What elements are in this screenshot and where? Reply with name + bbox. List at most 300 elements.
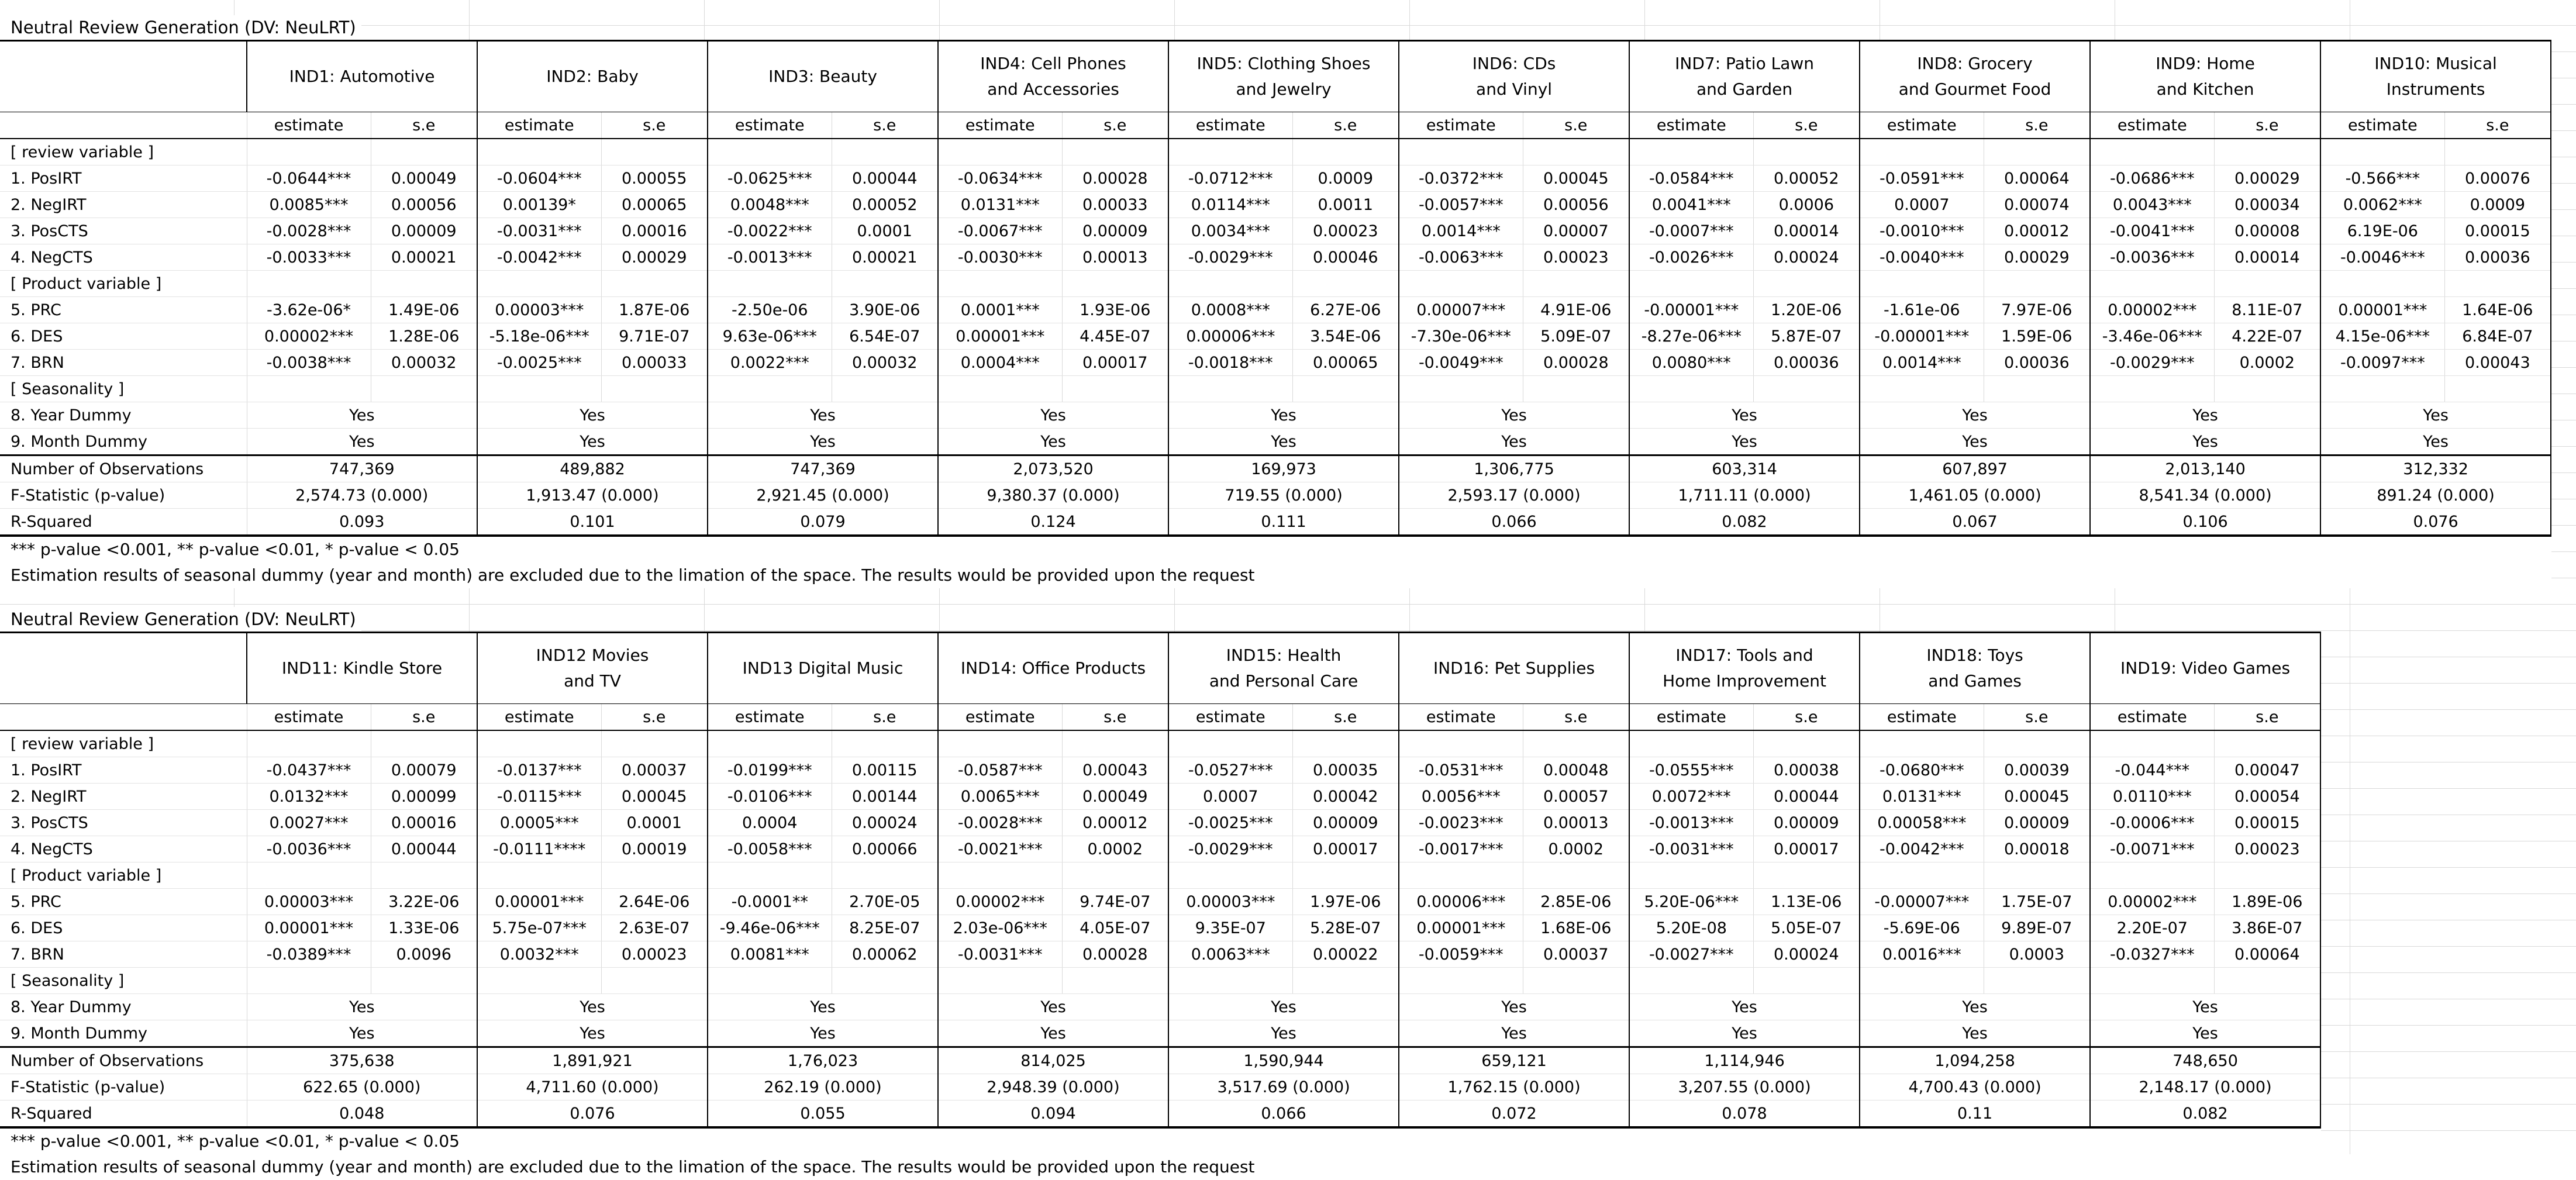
- estimate-cell: -0.0031***: [938, 941, 1062, 968]
- estimate-cell: -0.0625***: [708, 165, 832, 192]
- se-cell: 0.00016: [371, 810, 477, 836]
- estimate-cell: -1.61e-06: [1860, 297, 1984, 323]
- row-label: 3. PosCTS: [0, 810, 247, 836]
- se-cell: 0.0002: [2214, 350, 2320, 376]
- se-header: s.e: [601, 704, 708, 731]
- estimate-cell: 0.00002***: [938, 889, 1062, 915]
- se-header: s.e: [1753, 704, 1860, 731]
- se-cell: 0.00055: [601, 165, 708, 192]
- se-cell: 0.00032: [371, 350, 477, 376]
- empty-cell: [247, 968, 371, 994]
- empty-cell: [2214, 271, 2320, 297]
- estimate-cell: -0.0033***: [247, 244, 371, 271]
- empty-cell: [1399, 139, 1523, 165]
- summary-cell: Yes: [2090, 994, 2320, 1020]
- section-industries-1-10: [0, 15, 2551, 588]
- estimate-header: estimate: [247, 704, 371, 731]
- estimate-cell: -0.0587***: [938, 757, 1062, 784]
- se-cell: 0.00028: [1523, 350, 1629, 376]
- se-cell: 0.00115: [832, 757, 938, 784]
- se-cell: 1.49E-06: [371, 297, 477, 323]
- row-label: 8. Year Dummy: [0, 994, 247, 1020]
- estimate-cell: 0.00001***: [938, 323, 1062, 350]
- estimate-cell: -0.0057***: [1399, 192, 1523, 218]
- empty-cell: [247, 376, 371, 402]
- summary-cell: 0.066: [1168, 1100, 1399, 1128]
- estimate-cell: -0.0327***: [2090, 941, 2214, 968]
- se-cell: 0.00035: [1292, 757, 1399, 784]
- se-cell: 0.00037: [601, 757, 708, 784]
- summary-cell: 1,76,023: [708, 1047, 938, 1074]
- se-cell: 0.00047: [2214, 757, 2320, 784]
- empty-cell: [601, 376, 708, 402]
- summary-cell: 0.106: [2090, 509, 2320, 536]
- se-cell: 0.00009: [1984, 810, 2090, 836]
- se-cell: 8.11E-07: [2214, 297, 2320, 323]
- estimate-se-row: [0, 704, 2320, 731]
- industry-header-row: [0, 633, 2320, 704]
- se-cell: 1.13E-06: [1753, 889, 1860, 915]
- estimate-cell: -0.0027***: [1629, 941, 1753, 968]
- estimate-cell: 0.00001***: [1399, 915, 1523, 941]
- row-label: 3. PosCTS: [0, 218, 247, 244]
- section-industries-11-19: [0, 607, 2321, 1180]
- estimate-cell: -5.69E-06: [1860, 915, 1984, 941]
- variable-row: [0, 192, 2551, 218]
- summary-cell: 0.093: [247, 509, 477, 536]
- empty-cell: [2090, 139, 2214, 165]
- se-header: s.e: [371, 704, 477, 731]
- se-cell: 1.89E-06: [2214, 889, 2320, 915]
- row-label: 4. NegCTS: [0, 244, 247, 271]
- estimate-cell: -0.0028***: [938, 810, 1062, 836]
- estimate-cell: -0.0059***: [1399, 941, 1523, 968]
- empty-cell: [2444, 376, 2551, 402]
- summary-cell: 1,913.47 (0.000): [477, 482, 708, 509]
- empty-cell: [2320, 376, 2444, 402]
- se-cell: 0.00036: [2444, 244, 2551, 271]
- empty-cell: [1062, 139, 1168, 165]
- se-header: s.e: [1753, 112, 1860, 139]
- group-row: [0, 862, 2320, 889]
- summary-cell: Yes: [2090, 429, 2320, 456]
- estimate-cell: -0.0007***: [1629, 218, 1753, 244]
- se-cell: 0.00029: [2214, 165, 2320, 192]
- industry-header: IND19: Video Games: [2090, 633, 2320, 704]
- estimate-header: estimate: [1168, 112, 1292, 139]
- se-cell: 0.00013: [1062, 244, 1168, 271]
- empty-cell: [601, 730, 708, 757]
- se-cell: 0.00057: [1523, 784, 1629, 810]
- estimate-cell: -0.0013***: [1629, 810, 1753, 836]
- se-cell: 9.89E-07: [1984, 915, 2090, 941]
- estimate-cell: 0.0041***: [1629, 192, 1753, 218]
- summary-cell: Yes: [2320, 402, 2551, 429]
- estimate-cell: 0.0005***: [477, 810, 601, 836]
- empty-cell: [247, 730, 371, 757]
- summary-cell: 8,541.34 (0.000): [2090, 482, 2320, 509]
- estimate-cell: 0.00006***: [1399, 889, 1523, 915]
- estimate-cell: -0.0527***: [1168, 757, 1292, 784]
- empty-cell: [1860, 730, 1984, 757]
- industry-header: IND17: Tools and Home Improvement: [1629, 633, 1860, 704]
- se-cell: 0.00048: [1523, 757, 1629, 784]
- row-label: Number of Observations: [0, 1047, 247, 1074]
- estimate-cell: 0.0027***: [247, 810, 371, 836]
- empty-cell: [1629, 968, 1753, 994]
- empty-cell: [371, 968, 477, 994]
- summary-cell: Yes: [1629, 429, 1860, 456]
- variable-row: [0, 889, 2320, 915]
- se-cell: 0.0002: [1523, 836, 1629, 862]
- empty-cell: [708, 730, 832, 757]
- empty-cell: [2444, 139, 2551, 165]
- se-cell: 4.22E-07: [2214, 323, 2320, 350]
- regression-table: [0, 40, 2551, 537]
- se-cell: 0.00037: [1523, 941, 1629, 968]
- estimate-cell: 0.00003***: [1168, 889, 1292, 915]
- summary-cell: 747,369: [708, 456, 938, 482]
- se-cell: 0.00045: [1523, 165, 1629, 192]
- estimate-cell: -0.0063***: [1399, 244, 1523, 271]
- empty-cell: [938, 139, 1062, 165]
- empty-cell: [832, 862, 938, 889]
- empty-cell: [1399, 376, 1523, 402]
- se-cell: 0.00009: [1292, 810, 1399, 836]
- se-cell: 0.00044: [1753, 784, 1860, 810]
- estimate-cell: -0.0029***: [2090, 350, 2214, 376]
- empty-cell: [1062, 968, 1168, 994]
- subheader-corner: [0, 704, 247, 731]
- se-cell: 0.00045: [1984, 784, 2090, 810]
- empty-cell: [1062, 376, 1168, 402]
- summary-cell: Yes: [938, 429, 1168, 456]
- estimate-cell: 0.00002***: [2090, 889, 2214, 915]
- row-label: 1. PosIRT: [0, 165, 247, 192]
- summary-cell: 603,314: [1629, 456, 1860, 482]
- estimate-cell: -0.0010***: [1860, 218, 1984, 244]
- se-cell: 0.00066: [832, 836, 938, 862]
- group-label: [ Seasonality ]: [0, 376, 247, 402]
- summary-cell: 169,973: [1168, 456, 1399, 482]
- empty-cell: [2214, 376, 2320, 402]
- empty-cell: [1523, 730, 1629, 757]
- estimate-header: estimate: [938, 704, 1062, 731]
- se-cell: 1.87E-06: [601, 297, 708, 323]
- variable-row: [0, 941, 2320, 968]
- se-cell: 3.90E-06: [832, 297, 938, 323]
- empty-cell: [601, 271, 708, 297]
- se-cell: 3.86E-07: [2214, 915, 2320, 941]
- summary-cell: 1,461.05 (0.000): [1860, 482, 2090, 509]
- estimate-cell: 0.00139*: [477, 192, 601, 218]
- estimate-cell: 5.75e-07***: [477, 915, 601, 941]
- empty-cell: [477, 862, 601, 889]
- summary-cell: Yes: [1399, 429, 1629, 456]
- summary-cell: Yes: [1629, 994, 1860, 1020]
- se-cell: 3.54E-06: [1292, 323, 1399, 350]
- estimate-header: estimate: [1860, 704, 1984, 731]
- summary-cell: Yes: [938, 1020, 1168, 1047]
- empty-cell: [1399, 968, 1523, 994]
- se-cell: 0.00009: [1062, 218, 1168, 244]
- summary-cell: 719.55 (0.000): [1168, 482, 1399, 509]
- empty-cell: [477, 376, 601, 402]
- variable-row: [0, 323, 2551, 350]
- empty-cell: [1168, 271, 1292, 297]
- summary-cell: 622.65 (0.000): [247, 1074, 477, 1100]
- empty-cell: [477, 730, 601, 757]
- se-cell: 1.28E-06: [371, 323, 477, 350]
- estimate-cell: 0.0062***: [2320, 192, 2444, 218]
- estimate-cell: 0.0065***: [938, 784, 1062, 810]
- empty-cell: [938, 968, 1062, 994]
- estimate-cell: 0.0004***: [938, 350, 1062, 376]
- se-cell: 0.00033: [601, 350, 708, 376]
- variable-row: [0, 165, 2551, 192]
- industry-header: IND10: Musical Instruments: [2320, 41, 2551, 112]
- empty-cell: [247, 139, 371, 165]
- se-cell: 0.00074: [1984, 192, 2090, 218]
- summary-cell: Yes: [708, 1020, 938, 1047]
- se-cell: 5.87E-07: [1753, 323, 1860, 350]
- regression-table: [0, 632, 2321, 1129]
- empty-cell: [1168, 139, 1292, 165]
- empty-cell: [1062, 862, 1168, 889]
- estimate-cell: -0.0018***: [1168, 350, 1292, 376]
- empty-cell: [2320, 271, 2444, 297]
- se-cell: 0.00012: [1062, 810, 1168, 836]
- se-cell: 0.0011: [1292, 192, 1399, 218]
- se-cell: 0.00065: [1292, 350, 1399, 376]
- empty-cell: [2444, 271, 2551, 297]
- summary-cell: Yes: [1629, 402, 1860, 429]
- summary-cell: Yes: [1860, 402, 2090, 429]
- se-cell: 0.00018: [1984, 836, 2090, 862]
- estimate-cell: 0.0132***: [247, 784, 371, 810]
- summary-cell: 607,897: [1860, 456, 2090, 482]
- header-corner: [0, 633, 247, 704]
- summary-cell: 2,948.39 (0.000): [938, 1074, 1168, 1100]
- summary-cell: Yes: [2320, 429, 2551, 456]
- empty-cell: [1399, 862, 1523, 889]
- estimate-cell: -0.0199***: [708, 757, 832, 784]
- empty-cell: [938, 730, 1062, 757]
- se-cell: 0.00024: [832, 810, 938, 836]
- se-header: s.e: [371, 112, 477, 139]
- group-label: [ Product variable ]: [0, 862, 247, 889]
- estimate-cell: -0.0022***: [708, 218, 832, 244]
- se-cell: 0.00009: [1753, 810, 1860, 836]
- row-label: 5. PRC: [0, 297, 247, 323]
- se-cell: 0.00022: [1292, 941, 1399, 968]
- empty-cell: [371, 271, 477, 297]
- empty-cell: [1629, 271, 1753, 297]
- empty-cell: [1984, 968, 2090, 994]
- row-label: 8. Year Dummy: [0, 402, 247, 429]
- summary-cell: 0.066: [1399, 509, 1629, 536]
- se-cell: 0.00144: [832, 784, 938, 810]
- summary-cell: 375,638: [247, 1047, 477, 1074]
- summary-cell: 4,711.60 (0.000): [477, 1074, 708, 1100]
- section-title: Neutral Review Generation (DV: NeuLRT): [0, 607, 361, 632]
- empty-cell: [1292, 271, 1399, 297]
- industry-header: IND7: Patio Lawn and Garden: [1629, 41, 1860, 112]
- estimate-cell: -0.0115***: [477, 784, 601, 810]
- summary-cell: 0.048: [247, 1100, 477, 1128]
- estimate-header: estimate: [1399, 704, 1523, 731]
- se-cell: 0.00016: [601, 218, 708, 244]
- industry-header: IND14: Office Products: [938, 633, 1168, 704]
- se-cell: 1.33E-06: [371, 915, 477, 941]
- variable-row: [0, 784, 2320, 810]
- summary-cell: Yes: [708, 429, 938, 456]
- empty-cell: [1523, 139, 1629, 165]
- summary-cell: 1,114,946: [1629, 1047, 1860, 1074]
- estimate-cell: -0.0025***: [477, 350, 601, 376]
- empty-cell: [1399, 271, 1523, 297]
- empty-cell: [832, 271, 938, 297]
- empty-cell: [1860, 139, 1984, 165]
- se-cell: 0.00007: [1523, 218, 1629, 244]
- empty-cell: [1984, 139, 2090, 165]
- estimate-cell: -0.0023***: [1399, 810, 1523, 836]
- empty-cell: [477, 968, 601, 994]
- empty-cell: [2214, 730, 2320, 757]
- estimate-cell: 0.00002***: [2090, 297, 2214, 323]
- summary-cell: Yes: [1629, 1020, 1860, 1047]
- summary-cell: 2,148.17 (0.000): [2090, 1074, 2320, 1100]
- summary-cell: Yes: [1860, 1020, 2090, 1047]
- summary-cell: 262.19 (0.000): [708, 1074, 938, 1100]
- empty-cell: [247, 862, 371, 889]
- estimate-cell: -0.566***: [2320, 165, 2444, 192]
- estimate-cell: -8.27e-06***: [1629, 323, 1753, 350]
- empty-cell: [2090, 730, 2214, 757]
- estimate-cell: -9.46e-06***: [708, 915, 832, 941]
- empty-cell: [832, 730, 938, 757]
- estimate-cell: -0.0029***: [1168, 836, 1292, 862]
- empty-cell: [938, 862, 1062, 889]
- estimate-cell: -0.0036***: [247, 836, 371, 862]
- se-cell: 0.00064: [2214, 941, 2320, 968]
- estimate-cell: -0.0028***: [247, 218, 371, 244]
- summary-cell: 0.076: [477, 1100, 708, 1128]
- se-cell: 0.00029: [601, 244, 708, 271]
- estimate-cell: 0.0016***: [1860, 941, 1984, 968]
- se-cell: 1.59E-06: [1984, 323, 2090, 350]
- se-cell: 2.70E-05: [832, 889, 938, 915]
- summary-cell: 2,574.73 (0.000): [247, 482, 477, 509]
- industry-header: IND11: Kindle Store: [247, 633, 477, 704]
- empty-cell: [2320, 139, 2444, 165]
- summary-cell: Yes: [1399, 402, 1629, 429]
- estimate-cell: -0.0017***: [1399, 836, 1523, 862]
- empty-cell: [938, 271, 1062, 297]
- estimate-cell: -7.30e-06***: [1399, 323, 1523, 350]
- estimate-cell: 6.19E-06: [2320, 218, 2444, 244]
- variable-row: [0, 297, 2551, 323]
- footnote-significance: *** p-value <0.001, ** p-value <0.01, * p-value < 0.05: [0, 537, 2551, 563]
- summary-cell: 2,013,140: [2090, 456, 2320, 482]
- se-cell: 0.00049: [371, 165, 477, 192]
- se-cell: 0.00045: [601, 784, 708, 810]
- section-title: Neutral Review Generation (DV: NeuLRT): [0, 15, 361, 40]
- summary-cell: 0.055: [708, 1100, 938, 1128]
- summary-cell: Yes: [247, 429, 477, 456]
- summary-cell: 3,207.55 (0.000): [1629, 1074, 1860, 1100]
- estimate-cell: 0.0032***: [477, 941, 601, 968]
- subheader-corner: [0, 112, 247, 139]
- industry-header-row: [0, 41, 2551, 112]
- footnote-significance: *** p-value <0.001, ** p-value <0.01, * p-value < 0.05: [0, 1129, 2321, 1154]
- estimate-header: estimate: [247, 112, 371, 139]
- se-header: s.e: [2214, 112, 2320, 139]
- summary-cell: Yes: [708, 402, 938, 429]
- se-cell: 0.00099: [371, 784, 477, 810]
- empty-cell: [1062, 730, 1168, 757]
- se-cell: 0.0009: [2444, 192, 2551, 218]
- empty-cell: [1168, 862, 1292, 889]
- estimate-header: estimate: [938, 112, 1062, 139]
- row-label: R-Squared: [0, 509, 247, 536]
- estimate-cell: -0.0712***: [1168, 165, 1292, 192]
- group-label: [ Seasonality ]: [0, 968, 247, 994]
- empty-cell: [1753, 271, 1860, 297]
- summary-cell: 0.094: [938, 1100, 1168, 1128]
- statistic-row: [0, 1074, 2320, 1100]
- industry-header: IND1: Automotive: [247, 41, 477, 112]
- footnote-seasonal: Estimation results of seasonal dummy (year and month) are excluded due to the limation of the space. The results would be provided upon the request: [0, 563, 2551, 588]
- se-header: s.e: [832, 704, 938, 731]
- summary-cell: 0.082: [2090, 1100, 2320, 1128]
- se-cell: 0.0096: [371, 941, 477, 968]
- industry-header: IND18: Toys and Games: [1860, 633, 2090, 704]
- group-label: [ review variable ]: [0, 730, 247, 757]
- se-cell: 0.0009: [1292, 165, 1399, 192]
- se-cell: 0.00056: [1523, 192, 1629, 218]
- se-cell: 0.0003: [1984, 941, 2090, 968]
- se-cell: 0.00017: [1753, 836, 1860, 862]
- industry-header: IND15: Health and Personal Care: [1168, 633, 1399, 704]
- estimate-cell: 0.00002***: [247, 323, 371, 350]
- estimate-cell: -0.00007***: [1860, 889, 1984, 915]
- se-cell: 0.0001: [832, 218, 938, 244]
- estimate-cell: -0.0026***: [1629, 244, 1753, 271]
- se-cell: 0.0002: [1062, 836, 1168, 862]
- se-cell: 0.00023: [2214, 836, 2320, 862]
- row-label: 1. PosIRT: [0, 757, 247, 784]
- summary-cell: Yes: [247, 994, 477, 1020]
- se-cell: 1.97E-06: [1292, 889, 1399, 915]
- se-cell: 0.00054: [2214, 784, 2320, 810]
- variable-row: [0, 836, 2320, 862]
- se-cell: 0.00015: [2214, 810, 2320, 836]
- row-label: 9. Month Dummy: [0, 1020, 247, 1047]
- empty-cell: [832, 376, 938, 402]
- empty-cell: [1984, 862, 2090, 889]
- summary-cell: Yes: [477, 429, 708, 456]
- estimate-cell: 0.0001***: [938, 297, 1062, 323]
- empty-cell: [2090, 968, 2214, 994]
- se-cell: 0.00044: [832, 165, 938, 192]
- empty-cell: [832, 968, 938, 994]
- summary-cell: Yes: [477, 1020, 708, 1047]
- group-row: [0, 730, 2320, 757]
- estimate-cell: -0.0372***: [1399, 165, 1523, 192]
- group-row: [0, 271, 2551, 297]
- estimate-header: estimate: [1629, 112, 1753, 139]
